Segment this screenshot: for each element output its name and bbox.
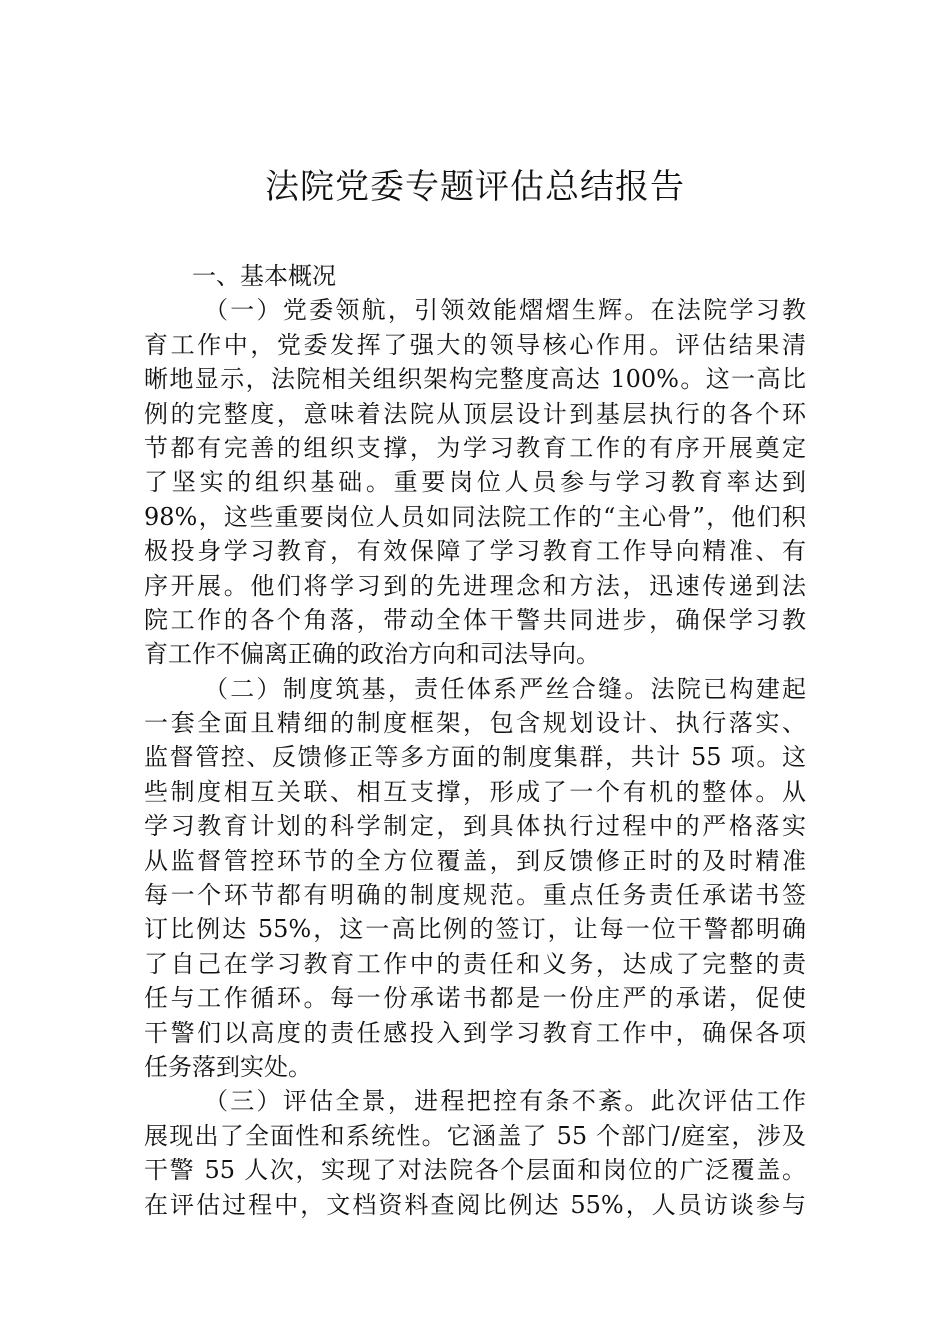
paragraph-line: 序开展。他们将学习到的先进理念和方法，迅速传递到法: [144, 571, 806, 600]
paragraph-line: 育工作不偏离正确的政治方向和司法导向。: [144, 640, 600, 669]
paragraph-line: 订比例达 55%，这一高比例的签订，让每一位干警都明确: [144, 915, 806, 944]
paragraph-line: 晰地显示，法院相关组织架构完整度高达 100%。这一高比: [144, 365, 806, 394]
paragraph-line: 了坚实的组织基础。重要岗位人员参与学习教育率达到: [144, 468, 806, 497]
paragraph-line: 干警们以高度的责任感投入到学习教育工作中，确保各项: [144, 1018, 806, 1047]
body-paragraph: [144, 672, 806, 1085]
paragraph-line: 院工作的各个角落，带动全体干警共同进步，确保学习教: [144, 605, 806, 634]
paragraph-line: 任务落到实处。: [144, 1053, 312, 1081]
paragraph-line: 每一个环节都有明确的制度规范。重点任务责任承诺书签: [144, 881, 806, 910]
paragraph-line: 展现出了全面性和系统性。它涵盖了 55 个部门/庭室，涉及: [144, 1121, 806, 1150]
paragraph-line: 例的完整度，意味着法院从顶层设计到基层执行的各个环: [144, 399, 806, 428]
paragraph-line: 从监督管控环节的全方位覆盖，到反馈修正时的及时精准: [144, 846, 806, 875]
paragraph-line: 极投身学习教育，有效保障了学习教育工作导向精准、有: [144, 537, 806, 566]
document-title: 法院党委专题评估总结报告: [265, 167, 685, 207]
paragraph-line: （一）党委领航，引领效能熠熠生辉。在法院学习教: [204, 296, 806, 325]
paragraph-line: 节都有完善的组织支撑，为学习教育工作的有序开展奠定: [144, 433, 806, 462]
paragraph-line: （二）制度筑基，责任体系严丝合缝。法院已构建起: [204, 674, 806, 703]
document-body: [144, 259, 806, 1222]
paragraph-line: 98%，这些重要岗位人员如同法院工作的“主心骨”，他们积: [144, 502, 806, 531]
body-paragraph: [144, 1084, 806, 1222]
paragraph-line: 些制度相互关联、相互支撑，形成了一个有机的整体。从: [144, 777, 806, 806]
paragraph-line: 任与工作循环。每一份承诺书都是一份庄严的承诺，促使: [144, 984, 806, 1013]
paragraph-line: 在评估过程中，文档资料查阅比例达 55%，人员访谈参与: [144, 1190, 806, 1219]
paragraph-line: 学习教育计划的科学制定，到具体执行过程中的严格落实: [144, 812, 806, 841]
paragraph-line: 了自己在学习教育工作中的责任和义务，达成了完整的责: [144, 949, 806, 978]
paragraph-line: （三）评估全景，进程把控有条不紊。此次评估工作: [204, 1087, 806, 1116]
paragraph-line: 一套全面且精细的制度框架，包含规划设计、执行落实、: [144, 709, 806, 738]
section-heading: 一、基本概况: [192, 262, 336, 290]
body-paragraph: [144, 293, 806, 671]
paragraph-line: 监督管控、反馈修正等多方面的制度集群，共计 55 项。这: [144, 743, 806, 772]
paragraph-list: [144, 293, 806, 1222]
paragraph-line: 干警 55 人次，实现了对法院各个层面和岗位的广泛覆盖。: [144, 1156, 806, 1185]
paragraph-line: 育工作中，党委发挥了强大的领导核心作用。评估结果清: [144, 330, 806, 359]
